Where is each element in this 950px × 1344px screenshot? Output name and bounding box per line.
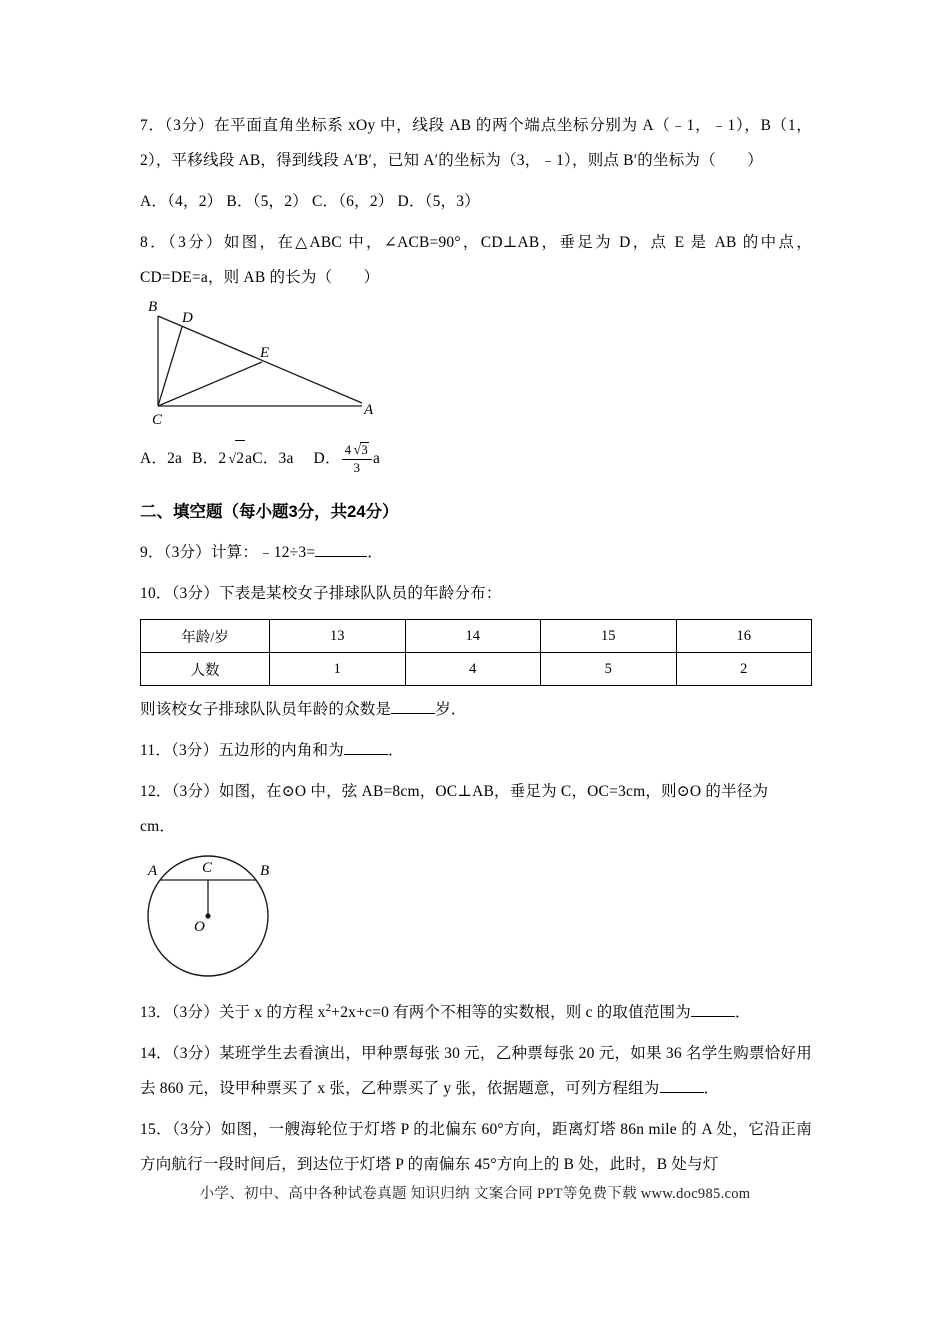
question-15 bbox=[140, 1112, 812, 1182]
question-15-score: （3分） bbox=[172, 1121, 221, 1139]
question-8-option-a: A．2a bbox=[140, 450, 183, 467]
figure-question-8 bbox=[140, 299, 812, 434]
question-8-number: 8． bbox=[140, 234, 168, 251]
question-10-text: 下表是某校女子排球队队员的年龄分布： bbox=[218, 585, 502, 602]
question-9-text: 计算：﹣12÷3= bbox=[210, 544, 316, 561]
answer-blank[interactable] bbox=[344, 740, 388, 755]
question-7-options: A．（4，2） B．（5，2） C．（6，2） D．（5，3） bbox=[140, 193, 480, 210]
table-row-label-count: 人数 bbox=[141, 653, 270, 686]
figure-q8-label-D: D bbox=[182, 310, 193, 326]
question-13-score: （3分） bbox=[171, 1004, 219, 1022]
question-12-score: （3分） bbox=[171, 783, 219, 800]
table-cell-count-2: 5 bbox=[541, 653, 677, 686]
question-11: 11．（3分）五边形的内角和为 ． bbox=[140, 742, 404, 759]
sqrt-icon: √3 bbox=[353, 441, 368, 458]
table-cell-age-1: 14 bbox=[405, 620, 541, 653]
question-12-number: 12． bbox=[140, 783, 172, 800]
question-9: 9．（3分）计算：﹣12÷3= ． bbox=[140, 544, 383, 561]
question-13-number: 13． bbox=[140, 1004, 172, 1022]
question-8-score: （3分） bbox=[167, 234, 224, 251]
question-11-score: （3分） bbox=[171, 742, 219, 759]
question-14-score: （3分） bbox=[171, 1045, 220, 1063]
answer-blank[interactable] bbox=[660, 1078, 704, 1093]
question-12-text: 如图，在⊙O 中，弦 AB=8cm，OC⊥AB，垂足为 C，OC=3cm，则⊙O 的半径为 bbox=[218, 783, 769, 800]
table-cell-age-2: 15 bbox=[541, 620, 677, 653]
figure-q8-label-C: C bbox=[152, 412, 163, 428]
question-7-text: 在平面直角坐标系 xOy 中，线段 AB 的两个端点坐标分别为 A（﹣1，﹣1），B（1，2），平移线段 AB，得到线段 A′B′，已知 A′的坐标为（3，﹣1），则点 B′的坐标为（ ） bbox=[140, 117, 812, 169]
table-cell-count-1: 4 bbox=[405, 653, 541, 686]
fraction: $\frac{4 √3}{3}$ bbox=[342, 442, 372, 475]
age-distribution-table bbox=[140, 619, 812, 686]
figure-q8-label-B: B bbox=[148, 299, 158, 315]
answer-blank[interactable] bbox=[391, 699, 435, 714]
figure-q12-label-B: B bbox=[260, 863, 270, 879]
question-10-score: （3分） bbox=[171, 585, 219, 602]
question-8-option-c: C．3a bbox=[252, 450, 294, 467]
table-cell-count-0: 1 bbox=[270, 653, 406, 686]
question-12-line2: cm． bbox=[140, 818, 176, 835]
question-8-text: 如图，在△ABC 中，∠ACB=90°，CD⊥AB，垂足为 D，点 E 是 AB 的中点，CD=DE=a，则 AB 的长为（ ） bbox=[140, 234, 812, 286]
table-row bbox=[141, 653, 812, 686]
question-8-option-b: B．2 √2a bbox=[192, 450, 252, 467]
figure-q12-label-O: O bbox=[194, 919, 205, 935]
section-2-heading: 二、填空题（每小题3分，共24分） bbox=[140, 503, 399, 521]
figure-question-12 bbox=[140, 848, 812, 985]
question-8-option-d: D． $\frac{4 √3}{3}$ a bbox=[313, 441, 381, 476]
answer-blank[interactable] bbox=[691, 1002, 735, 1017]
question-8 bbox=[140, 225, 812, 295]
page-content bbox=[140, 108, 812, 1188]
question-12 bbox=[140, 774, 812, 809]
table-cell-age-0: 13 bbox=[270, 620, 406, 653]
triangle-diagram bbox=[140, 299, 390, 429]
figure-q8-label-E: E bbox=[260, 345, 270, 361]
question-14: 14．（3分）某班学生去看演出，甲种票每张 30 元，乙种票每张 20 元，如果 36 名学生购票恰好用去 860 元，设甲种票买了 x 张，乙种票买了 y 张，依据题意，可列方程组为 ． bbox=[140, 1045, 812, 1098]
question-15-text: 如图，一艘海轮位于灯塔 P 的北偏东 60°方向，距离灯塔 86n mile 的 A 处，它沿正南方向航行一段时间后，到达位于灯塔 P 的南偏东 45°方向上的 B 处，此时，B 处与灯 bbox=[140, 1121, 812, 1174]
question-14-number: 14． bbox=[140, 1045, 172, 1063]
question-10-number: 10． bbox=[140, 585, 172, 602]
question-8-options bbox=[140, 440, 812, 477]
figure-q8-label-A: A bbox=[364, 402, 374, 418]
figure-q12-label-C: C bbox=[202, 860, 213, 876]
question-10-tail: 则该校女子排球队队员年龄的众数是 岁． bbox=[140, 701, 467, 718]
question-7-number: 7． bbox=[140, 117, 165, 134]
table-row-label-age: 年龄/岁 bbox=[141, 620, 270, 653]
question-9-number: 9． bbox=[140, 544, 164, 561]
question-10 bbox=[140, 576, 812, 611]
circle-diagram bbox=[140, 848, 300, 980]
question-11-text: 五边形的内角和为 bbox=[218, 742, 344, 759]
question-13: 13．（3分）关于 x 的方程 $x^2+2x+c=0$ 有两个不相等的实数根，则 c 的取值范围为 ． bbox=[140, 1002, 751, 1022]
question-9-score: （3分） bbox=[163, 544, 211, 561]
question-11-number: 11． bbox=[140, 742, 172, 759]
figure-q12-label-A: A bbox=[148, 863, 158, 879]
sqrt-icon: √2 bbox=[226, 440, 245, 477]
question-7-score: （3分） bbox=[164, 117, 214, 134]
answer-blank[interactable] bbox=[315, 542, 367, 557]
table-row bbox=[141, 620, 812, 653]
page-footer: 小学、初中、高中各种试卷真题 知识归纳 文案合同 PPT等免费下载 www.doc985.com bbox=[199, 1186, 751, 1202]
question-15-number: 15． bbox=[140, 1121, 173, 1139]
question-7 bbox=[140, 108, 812, 178]
question-14-text: 某班学生去看演出，甲种票每张 30 元，乙种票每张 20 元，如果 36 名学生购票恰好用去 860 元，设甲种票买了 x 张，乙种票买了 y 张，依据题意，可列方程组为 bbox=[140, 1045, 812, 1098]
table-cell-count-3: 2 bbox=[676, 653, 812, 686]
table-cell-age-3: 16 bbox=[676, 620, 812, 653]
